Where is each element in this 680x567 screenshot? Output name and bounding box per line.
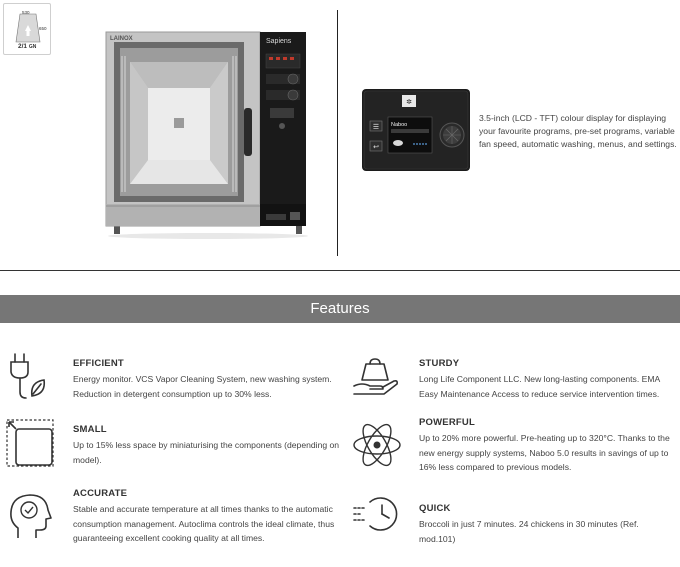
gn-size-label: 2/1 GN [18, 43, 37, 50]
control-display-image [362, 89, 470, 171]
svg-text:☰: ☰ [372, 123, 380, 131]
feature-description: Long Life Component LLC. New long-lasting components. EMA Easy Maintenance Access to reduce service intervention times. [419, 374, 660, 399]
feature-title: QUICK [419, 503, 451, 514]
hand-weight-icon [352, 356, 400, 398]
gn-depth-label: 650 [39, 26, 47, 31]
resize-square-icon [5, 418, 55, 468]
feature-title: POWERFUL [419, 417, 475, 428]
display-screen-text: Naboo [391, 122, 408, 128]
feature-quick [419, 503, 677, 546]
feature-powerful [419, 417, 677, 475]
feature-title: SMALL [73, 424, 107, 435]
gn-size-badge [3, 3, 51, 55]
feature-small [73, 424, 343, 467]
display-caption: 3.5-inch (LCD - TFT) colour display for displaying your favourite programs, pre-set programs, variable fan speed, automatic washing, menus, and settings. [479, 113, 677, 149]
feature-title: ACCURATE [73, 488, 128, 499]
feature-description: Up to 20% more powerful. Pre-heating up to 320°C. Thanks to the new energy supply systems, Naboo 5.0 results in savings of up to 16% less compared to previous models. [419, 433, 670, 472]
fast-clock-icon [352, 494, 402, 534]
svg-text:✲: ✲ [406, 98, 412, 106]
display-brand-text: Sapiens [266, 38, 292, 45]
oven-product-image [100, 28, 312, 240]
feature-efficient [73, 358, 343, 401]
feature-description: Broccoli in just 7 minutes. 24 chickens in 30 minutes (Ref. mod.101) [419, 519, 639, 544]
feature-description: Stable and accurate temperature at all times thanks to the automatic consumption management. Autoclima controls the ideal climate, thus guaranteeing excellent cooking quality at all times. [73, 504, 335, 543]
feature-title: STURDY [419, 358, 460, 369]
features-heading: Features [310, 300, 370, 317]
section-divider [0, 270, 680, 271]
feature-accurate [73, 488, 343, 546]
plug-leaf-icon [8, 352, 50, 402]
feature-sturdy [419, 358, 677, 401]
gn-width-label: 530 [22, 10, 30, 15]
head-check-icon [8, 492, 52, 542]
feature-description: Energy monitor. VCS Vapor Cleaning System, new washing system. Reduction in detergent consumption up to 30% less. [73, 374, 332, 399]
svg-text:↩: ↩ [373, 143, 379, 151]
atom-icon [351, 418, 403, 472]
feature-description: Up to 15% less space by miniaturising the components (depending on model). [73, 440, 340, 465]
oven-brand-text: LAINOX [110, 36, 133, 42]
features-header-bar [0, 295, 680, 323]
feature-title: EFFICIENT [73, 358, 124, 369]
vertical-divider [337, 10, 338, 256]
